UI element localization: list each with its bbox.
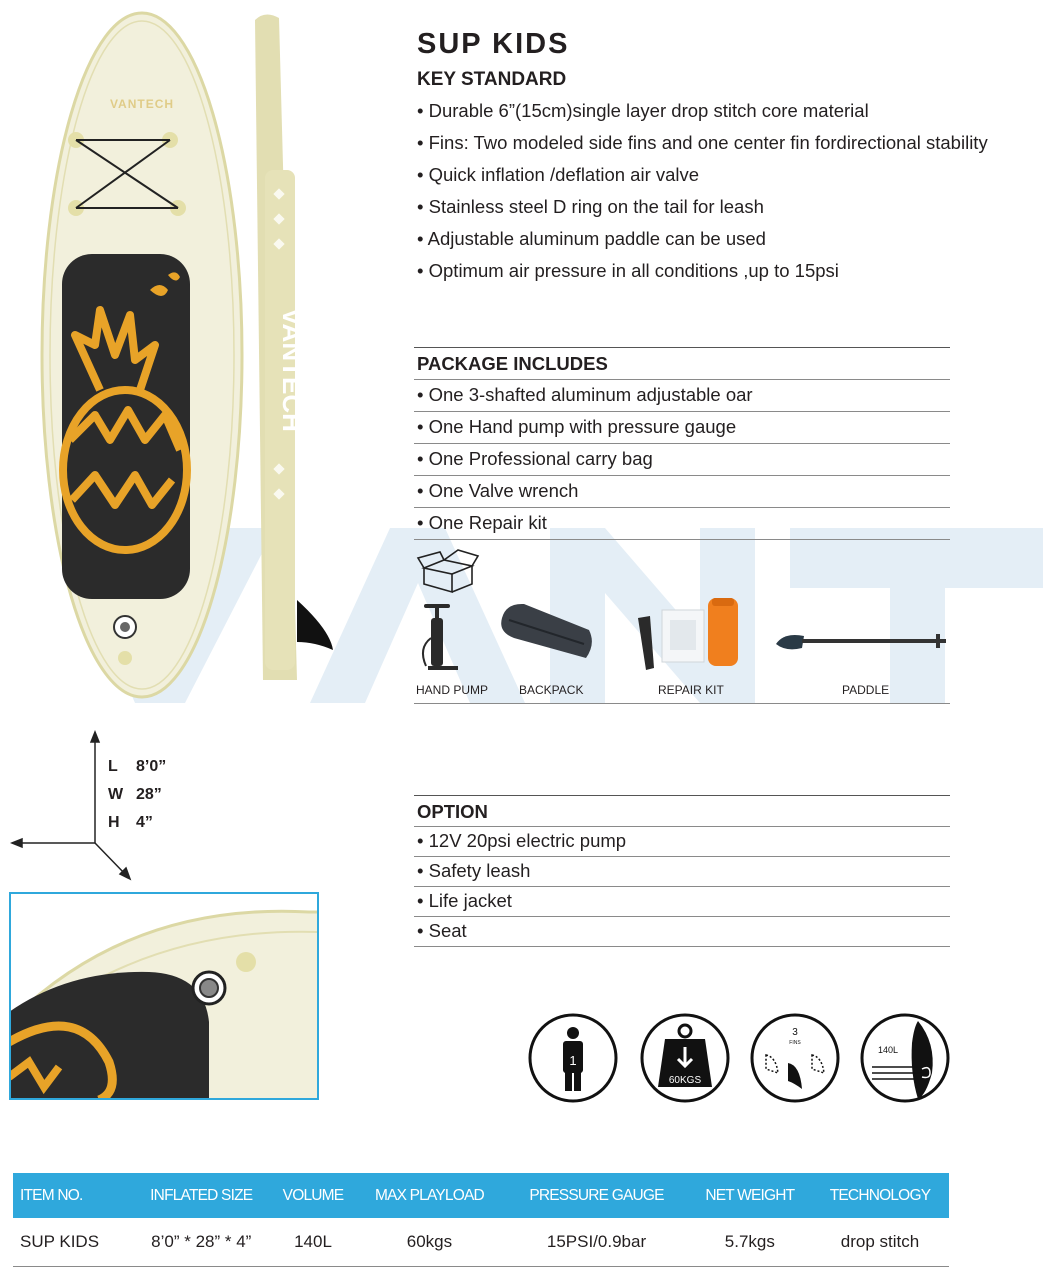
table-header: MAX PLAYLOAD [355, 1173, 505, 1218]
table-cell: 140L [271, 1218, 354, 1266]
list-item: • Seat [414, 917, 950, 947]
paddle-board-side-view [245, 10, 340, 685]
accessory-label-paddle: PADDLE [842, 683, 890, 697]
dimension-axes [10, 730, 140, 885]
weight-icon [640, 1013, 730, 1103]
board-logo: VANTECH [109, 97, 175, 111]
svg-text:1: 1 [569, 1053, 577, 1068]
list-item: • Quick inflation /deflation air valve [417, 164, 700, 185]
table-header: INFLATED SIZE [131, 1173, 271, 1218]
accessories-illustration [414, 548, 950, 683]
list-item: • Stainless steel D ring on the tail for leash [417, 196, 764, 217]
divider [414, 703, 950, 704]
list-item: • One Professional carry bag [414, 444, 950, 476]
table-header: VOLUME [271, 1173, 354, 1218]
person-capacity-icon [528, 1013, 618, 1103]
table-header: PRESSURE GAUGE [504, 1173, 688, 1218]
dimension-width: W 28” [108, 786, 162, 803]
svg-text:140L: 140L [877, 1045, 899, 1055]
list-item: • Durable 6”(15cm)single layer drop stitch core material [417, 100, 869, 121]
board-side-logo: VANTECH [277, 308, 307, 432]
package-heading: PACKAGE INCLUDES [414, 348, 950, 380]
key-standard-heading: KEY STANDARD [417, 69, 567, 90]
accessory-label-backpack: BACKPACK [519, 683, 584, 697]
table-header: NET WEIGHT [689, 1173, 811, 1218]
list-item: • Optimum air pressure in all conditions ,up to 15psi [417, 260, 839, 281]
table-cell: 60kgs [355, 1218, 505, 1266]
table-cell: 5.7kgs [689, 1218, 811, 1266]
product-title: SUP KIDS [417, 28, 570, 60]
package-section [414, 347, 950, 540]
list-item: • One 3-shafted aluminum adjustable oar [414, 380, 950, 412]
spec-table [13, 1173, 949, 1267]
list-item: • Safety leash [414, 857, 950, 887]
repair-kit-icon [638, 598, 738, 670]
option-heading: OPTION [414, 796, 950, 827]
svg-text:FINS: FINS [789, 1040, 801, 1046]
table-cell: 8’0” * 28” * 4” [131, 1218, 271, 1266]
list-item: • Fins: Two modeled side fins and one center fin fordirectional stability [417, 132, 988, 153]
backpack-icon [501, 604, 592, 658]
table-cell: SUP KIDS [13, 1218, 131, 1266]
paddle-board-top-view [40, 10, 245, 700]
table-cell: 15PSI/0.9bar [504, 1218, 688, 1266]
accessory-label-repair-kit: REPAIR KIT [658, 683, 724, 697]
table-cell: drop stitch [811, 1218, 949, 1266]
table-header: ITEM NO. [13, 1173, 131, 1218]
table-header: TECHNOLOGY [811, 1173, 949, 1218]
three-fins-icon [750, 1013, 840, 1103]
volume-board-icon [860, 1013, 950, 1103]
option-section [414, 795, 950, 947]
list-item: • Adjustable aluminum paddle can be used [417, 228, 766, 249]
table-header-row [13, 1173, 949, 1218]
svg-text:60KGS: 60KGS [668, 1075, 702, 1086]
svg-text:3: 3 [792, 1027, 798, 1038]
accessory-label-hand-pump: HAND PUMP [416, 683, 489, 697]
pump-icon [423, 604, 458, 670]
list-item: • One Hand pump with pressure gauge [414, 412, 950, 444]
list-item: • 12V 20psi electric pump [414, 827, 950, 857]
list-item: • One Repair kit [414, 508, 950, 540]
dimension-height: H 4” [108, 814, 153, 831]
list-item: • Life jacket [414, 887, 950, 917]
list-item: • One Valve wrench [414, 476, 950, 508]
box-icon [418, 550, 478, 592]
table-row [13, 1218, 949, 1266]
paddle-icon [776, 634, 946, 649]
key-standard-list [417, 97, 988, 289]
valve-closeup-image [9, 892, 319, 1100]
fin-icon [297, 600, 333, 650]
dimension-length: L 8’0” [108, 758, 167, 775]
